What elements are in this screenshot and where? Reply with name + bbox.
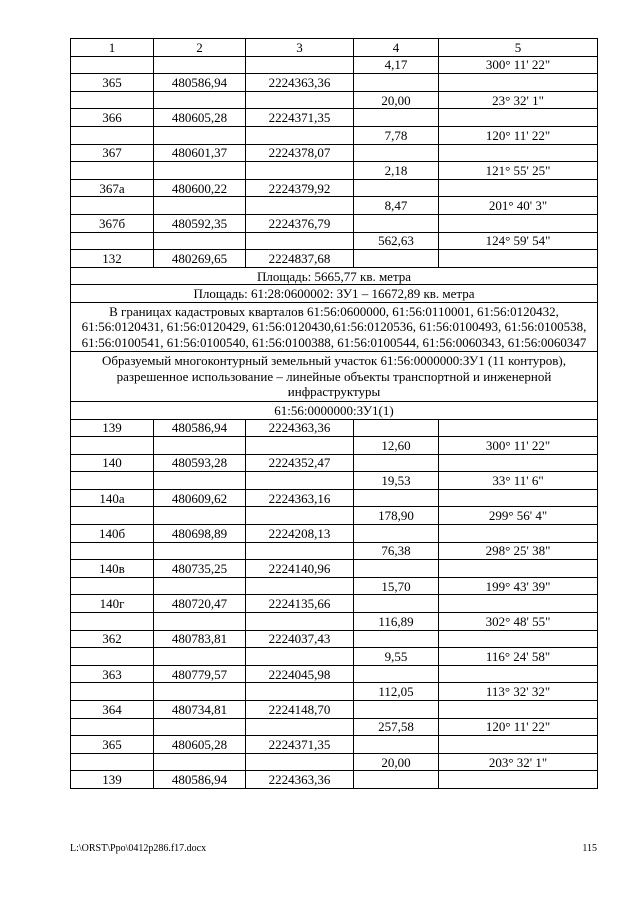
area-summary-row bbox=[71, 267, 598, 285]
y-coordinate: 2224837,68 bbox=[246, 250, 354, 268]
empty-cell bbox=[246, 472, 354, 490]
point-row bbox=[71, 179, 598, 197]
x-coordinate: 480783,81 bbox=[154, 630, 246, 648]
empty-cell bbox=[71, 232, 154, 250]
direction-angle: 121° 55' 25" bbox=[439, 162, 598, 180]
point-row bbox=[71, 74, 598, 92]
segment-row bbox=[71, 648, 598, 666]
segment-row bbox=[71, 437, 598, 455]
cadastral-quarters: В границах кадастровых кварталов 61:56:0600000, 61:56:0110001, 61:56:0120432, 61:56:0120431, 61:56:0120429, 61:56:0120430,61:56:0120536, 61:56:0100493, 61:56:0100538, 61:56:0100541, 61:56:0100540, 61:56:0100388, 61:56:0100544, 61:56:0060343, 61:56:0060347 bbox=[71, 302, 598, 352]
segment-row bbox=[71, 718, 598, 736]
direction-angle: 201° 40' 3" bbox=[439, 197, 598, 215]
parcel-description: Образуемый многоконтурный земельный участок 61:56:0000000:ЗУ1 (11 контуров), разрешенное использование – линейные объекты транспортной и инженерной инфраструктуры bbox=[71, 352, 598, 402]
direction-angle: 116° 24' 58" bbox=[439, 648, 598, 666]
distance: 9,55 bbox=[354, 648, 439, 666]
point-number: 139 bbox=[71, 419, 154, 437]
empty-cell bbox=[439, 489, 598, 507]
empty-cell bbox=[354, 250, 439, 268]
direction-angle: 300° 11' 22" bbox=[439, 56, 598, 74]
x-coordinate: 480720,47 bbox=[154, 595, 246, 613]
segment-row bbox=[71, 753, 598, 771]
header-row bbox=[71, 39, 598, 57]
point-row bbox=[71, 701, 598, 719]
header-cell: 4 bbox=[354, 39, 439, 57]
page-number: 115 bbox=[582, 843, 597, 854]
segment-row bbox=[71, 162, 598, 180]
empty-cell bbox=[246, 197, 354, 215]
empty-cell bbox=[354, 489, 439, 507]
empty-cell bbox=[154, 507, 246, 525]
empty-cell bbox=[154, 472, 246, 490]
y-coordinate: 2224363,36 bbox=[246, 74, 354, 92]
y-coordinate: 2224363,16 bbox=[246, 489, 354, 507]
point-number: 363 bbox=[71, 665, 154, 683]
direction-angle: 33° 11' 6" bbox=[439, 472, 598, 490]
empty-cell bbox=[354, 525, 439, 543]
distance: 257,58 bbox=[354, 718, 439, 736]
direction-angle: 124° 59' 54" bbox=[439, 232, 598, 250]
contour-label-row bbox=[71, 401, 598, 419]
point-row bbox=[71, 525, 598, 543]
x-coordinate: 480605,28 bbox=[154, 109, 246, 127]
header-cell: 1 bbox=[71, 39, 154, 57]
distance: 116,89 bbox=[354, 613, 439, 631]
segment-row bbox=[71, 507, 598, 525]
distance: 76,38 bbox=[354, 542, 439, 560]
segment-row bbox=[71, 472, 598, 490]
distance: 7,78 bbox=[354, 126, 439, 144]
empty-cell bbox=[154, 437, 246, 455]
empty-cell bbox=[246, 232, 354, 250]
y-coordinate: 2224208,13 bbox=[246, 525, 354, 543]
empty-cell bbox=[71, 162, 154, 180]
empty-cell bbox=[439, 525, 598, 543]
direction-angle: 113° 32' 32" bbox=[439, 683, 598, 701]
point-number: 366 bbox=[71, 109, 154, 127]
empty-cell bbox=[246, 648, 354, 666]
distance: 20,00 bbox=[354, 753, 439, 771]
x-coordinate: 480601,37 bbox=[154, 144, 246, 162]
x-coordinate: 480592,35 bbox=[154, 214, 246, 232]
point-row bbox=[71, 630, 598, 648]
y-coordinate: 2224379,92 bbox=[246, 179, 354, 197]
empty-cell bbox=[71, 648, 154, 666]
direction-angle: 120° 11' 22" bbox=[439, 126, 598, 144]
total-area-row bbox=[71, 285, 598, 303]
y-coordinate: 2224378,07 bbox=[246, 144, 354, 162]
empty-cell bbox=[439, 419, 598, 437]
empty-cell bbox=[71, 126, 154, 144]
empty-cell bbox=[354, 109, 439, 127]
point-row bbox=[71, 665, 598, 683]
distance: 15,70 bbox=[354, 577, 439, 595]
point-number: 140а bbox=[71, 489, 154, 507]
empty-cell bbox=[354, 560, 439, 578]
empty-cell bbox=[71, 753, 154, 771]
segment-row bbox=[71, 683, 598, 701]
y-coordinate: 2224363,36 bbox=[246, 419, 354, 437]
empty-cell bbox=[354, 144, 439, 162]
direction-angle: 23° 32' 1" bbox=[439, 91, 598, 109]
point-row bbox=[71, 419, 598, 437]
empty-cell bbox=[71, 91, 154, 109]
point-number: 139 bbox=[71, 771, 154, 789]
empty-cell bbox=[439, 179, 598, 197]
empty-cell bbox=[354, 454, 439, 472]
empty-cell bbox=[246, 753, 354, 771]
segment-row bbox=[71, 197, 598, 215]
x-coordinate: 480734,81 bbox=[154, 701, 246, 719]
point-row bbox=[71, 250, 598, 268]
empty-cell bbox=[439, 595, 598, 613]
empty-cell bbox=[71, 683, 154, 701]
empty-cell bbox=[71, 507, 154, 525]
empty-cell bbox=[354, 179, 439, 197]
empty-cell bbox=[439, 454, 598, 472]
empty-cell bbox=[71, 197, 154, 215]
point-number: 367а bbox=[71, 179, 154, 197]
y-coordinate: 2224045,98 bbox=[246, 665, 354, 683]
point-number: 367б bbox=[71, 214, 154, 232]
empty-cell bbox=[354, 771, 439, 789]
y-coordinate: 2224037,43 bbox=[246, 630, 354, 648]
empty-cell bbox=[71, 718, 154, 736]
empty-cell bbox=[354, 736, 439, 754]
empty-cell bbox=[354, 74, 439, 92]
point-number: 362 bbox=[71, 630, 154, 648]
empty-cell bbox=[354, 419, 439, 437]
point-number: 364 bbox=[71, 701, 154, 719]
point-row bbox=[71, 454, 598, 472]
segment-row bbox=[71, 577, 598, 595]
point-row bbox=[71, 560, 598, 578]
x-coordinate: 480600,22 bbox=[154, 179, 246, 197]
empty-cell bbox=[71, 437, 154, 455]
empty-cell bbox=[154, 126, 246, 144]
point-number: 140 bbox=[71, 454, 154, 472]
empty-cell bbox=[154, 197, 246, 215]
distance: 19,53 bbox=[354, 472, 439, 490]
empty-cell bbox=[154, 56, 246, 74]
distance: 178,90 bbox=[354, 507, 439, 525]
empty-cell bbox=[439, 250, 598, 268]
point-row bbox=[71, 736, 598, 754]
empty-cell bbox=[439, 109, 598, 127]
direction-angle: 300° 11' 22" bbox=[439, 437, 598, 455]
empty-cell bbox=[246, 56, 354, 74]
empty-cell bbox=[354, 665, 439, 683]
x-coordinate: 480735,25 bbox=[154, 560, 246, 578]
y-coordinate: 2224376,79 bbox=[246, 214, 354, 232]
empty-cell bbox=[71, 577, 154, 595]
point-number: 367 bbox=[71, 144, 154, 162]
distance: 2,18 bbox=[354, 162, 439, 180]
x-coordinate: 480609,62 bbox=[154, 489, 246, 507]
parcel-description-row bbox=[71, 352, 598, 402]
empty-cell bbox=[154, 162, 246, 180]
x-coordinate: 480593,28 bbox=[154, 454, 246, 472]
direction-angle: 302° 48' 55" bbox=[439, 613, 598, 631]
empty-cell bbox=[439, 214, 598, 232]
empty-cell bbox=[439, 560, 598, 578]
point-number: 365 bbox=[71, 74, 154, 92]
point-number: 365 bbox=[71, 736, 154, 754]
empty-cell bbox=[246, 577, 354, 595]
empty-cell bbox=[246, 542, 354, 560]
empty-cell bbox=[354, 595, 439, 613]
x-coordinate: 480586,94 bbox=[154, 74, 246, 92]
segment-row bbox=[71, 613, 598, 631]
empty-cell bbox=[154, 753, 246, 771]
empty-cell bbox=[154, 613, 246, 631]
empty-cell bbox=[439, 144, 598, 162]
point-row bbox=[71, 144, 598, 162]
y-coordinate: 2224371,35 bbox=[246, 109, 354, 127]
point-row bbox=[71, 595, 598, 613]
point-number: 140г bbox=[71, 595, 154, 613]
empty-cell bbox=[154, 648, 246, 666]
empty-cell bbox=[71, 472, 154, 490]
empty-cell bbox=[246, 437, 354, 455]
empty-cell bbox=[154, 718, 246, 736]
segment-row bbox=[71, 126, 598, 144]
y-coordinate: 2224140,96 bbox=[246, 560, 354, 578]
distance: 4,17 bbox=[354, 56, 439, 74]
header-cell: 2 bbox=[154, 39, 246, 57]
empty-cell bbox=[246, 126, 354, 144]
point-number: 132 bbox=[71, 250, 154, 268]
header-cell: 5 bbox=[439, 39, 598, 57]
empty-cell bbox=[246, 91, 354, 109]
empty-cell bbox=[246, 683, 354, 701]
empty-cell bbox=[246, 718, 354, 736]
distance: 562,63 bbox=[354, 232, 439, 250]
point-row bbox=[71, 109, 598, 127]
empty-cell bbox=[354, 630, 439, 648]
file-path: L:\ORST\Ppo\0412p286.f17.docx bbox=[70, 843, 207, 854]
empty-cell bbox=[71, 542, 154, 560]
point-row bbox=[71, 489, 598, 507]
empty-cell bbox=[439, 74, 598, 92]
empty-cell bbox=[71, 56, 154, 74]
direction-angle: 199° 43' 39" bbox=[439, 577, 598, 595]
header-cell: 3 bbox=[246, 39, 354, 57]
contour-label: 61:56:0000000:ЗУ1(1) bbox=[71, 401, 598, 419]
y-coordinate: 2224363,36 bbox=[246, 771, 354, 789]
empty-cell bbox=[246, 507, 354, 525]
point-row bbox=[71, 214, 598, 232]
empty-cell bbox=[154, 542, 246, 560]
x-coordinate: 480779,57 bbox=[154, 665, 246, 683]
total-area: Площадь: 61:28:0600002: ЗУ1 – 16672,89 кв. метра bbox=[71, 285, 598, 303]
cadastral-quarters-row bbox=[71, 302, 598, 352]
direction-angle: 203° 32' 1" bbox=[439, 753, 598, 771]
direction-angle: 120° 11' 22" bbox=[439, 718, 598, 736]
empty-cell bbox=[439, 736, 598, 754]
empty-cell bbox=[354, 701, 439, 719]
empty-cell bbox=[71, 613, 154, 631]
point-number: 140б bbox=[71, 525, 154, 543]
distance: 112,05 bbox=[354, 683, 439, 701]
y-coordinate: 2224371,35 bbox=[246, 736, 354, 754]
distance: 8,47 bbox=[354, 197, 439, 215]
y-coordinate: 2224135,66 bbox=[246, 595, 354, 613]
empty-cell bbox=[154, 91, 246, 109]
x-coordinate: 480586,94 bbox=[154, 771, 246, 789]
empty-cell bbox=[439, 771, 598, 789]
empty-cell bbox=[246, 613, 354, 631]
x-coordinate: 480586,94 bbox=[154, 419, 246, 437]
segment-row bbox=[71, 542, 598, 560]
empty-cell bbox=[439, 701, 598, 719]
y-coordinate: 2224352,47 bbox=[246, 454, 354, 472]
empty-cell bbox=[439, 630, 598, 648]
segment-row bbox=[71, 232, 598, 250]
segment-row bbox=[71, 56, 598, 74]
y-coordinate: 2224148,70 bbox=[246, 701, 354, 719]
x-coordinate: 480269,65 bbox=[154, 250, 246, 268]
empty-cell bbox=[354, 214, 439, 232]
x-coordinate: 480605,28 bbox=[154, 736, 246, 754]
empty-cell bbox=[154, 683, 246, 701]
area-summary: Площадь: 5665,77 кв. метра bbox=[71, 267, 598, 285]
x-coordinate: 480698,89 bbox=[154, 525, 246, 543]
coordinates-table bbox=[70, 38, 598, 789]
point-row bbox=[71, 771, 598, 789]
distance: 20,00 bbox=[354, 91, 439, 109]
point-number: 140в bbox=[71, 560, 154, 578]
empty-cell bbox=[246, 162, 354, 180]
direction-angle: 299° 56' 4" bbox=[439, 507, 598, 525]
empty-cell bbox=[154, 577, 246, 595]
empty-cell bbox=[154, 232, 246, 250]
direction-angle: 298° 25' 38" bbox=[439, 542, 598, 560]
empty-cell bbox=[439, 665, 598, 683]
distance: 12,60 bbox=[354, 437, 439, 455]
segment-row bbox=[71, 91, 598, 109]
